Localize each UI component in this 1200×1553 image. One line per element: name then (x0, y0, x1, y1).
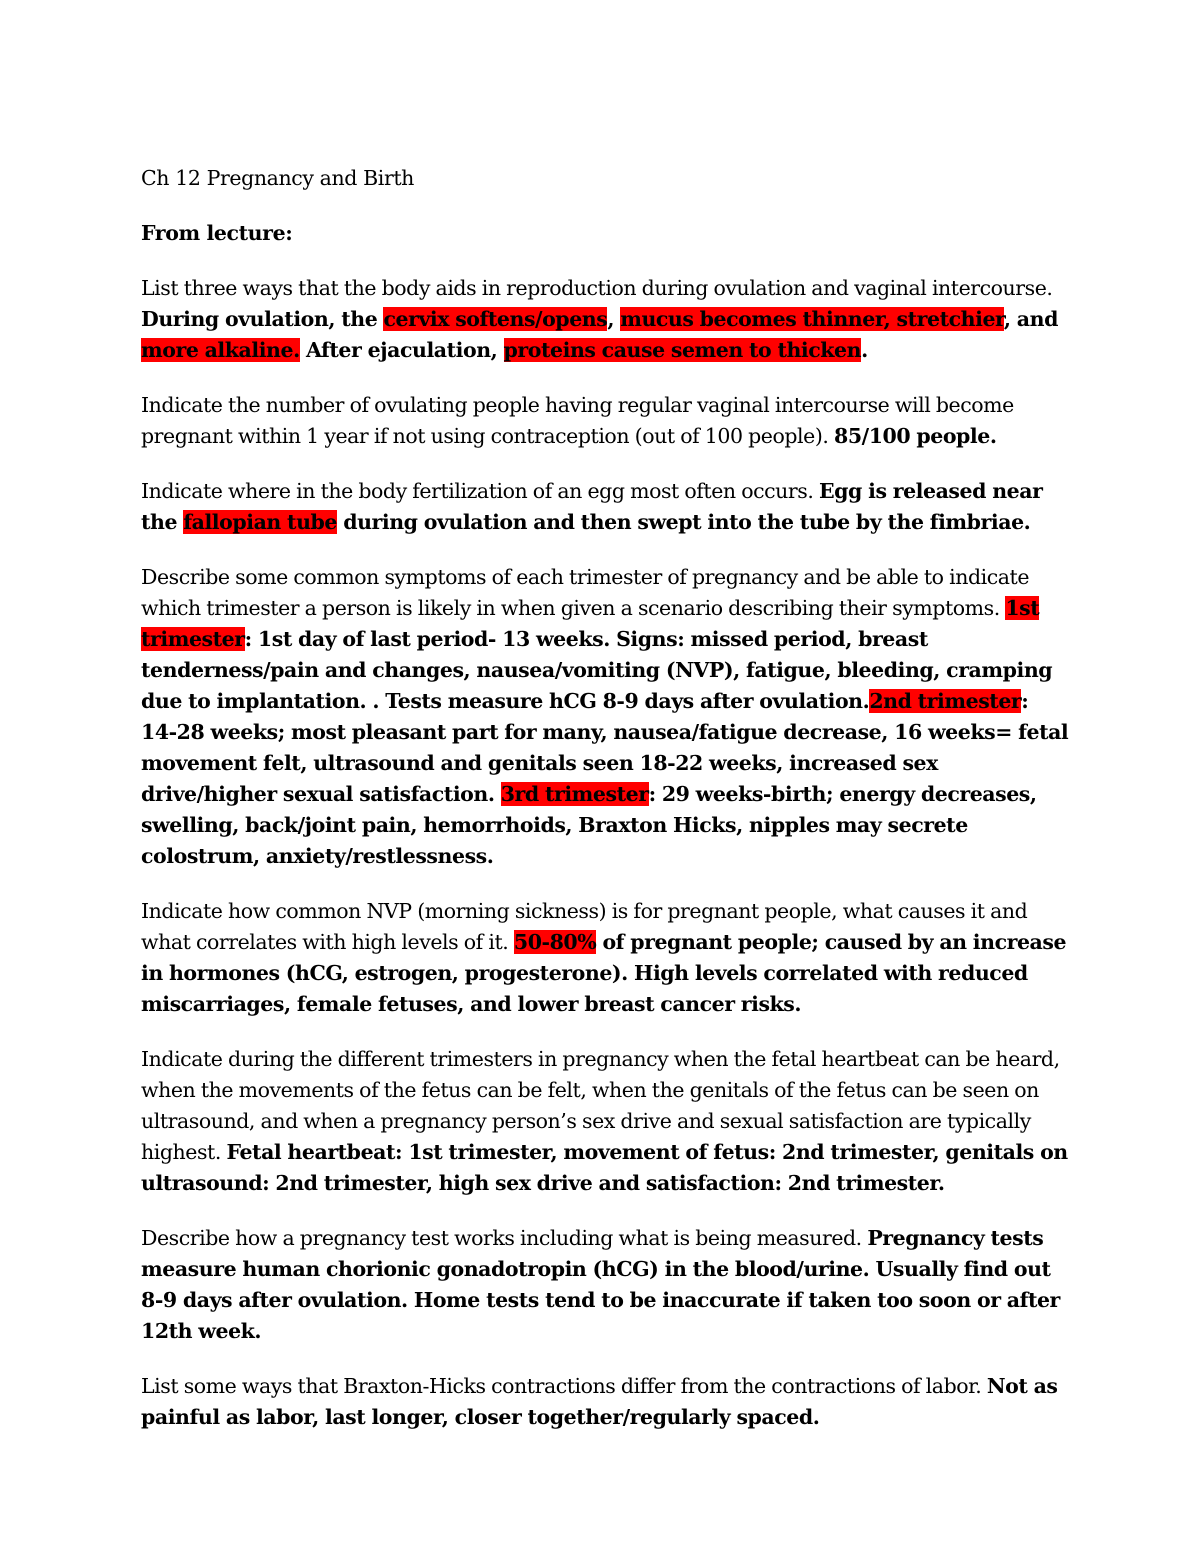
answer-text: : 1st day of last period- 13 weeks. Signs: missed period, breast tenderness/pain and changes, nausea/vomiting (NVP), fatigue, bleeding, cramping due to implantation. . Tests measure hCG 8-9 days after ovulation. (141, 627, 1053, 713)
qa-paragraph-nvp (141, 896, 1070, 1020)
qa-paragraph-reproduction-aids (141, 273, 1070, 366)
section-label: From lecture: (141, 221, 293, 245)
answer-text: of pregnant people; caused by an increase in hormones (hCG, estrogen, progesterone). High levels correlated with reduced miscarriages, female fetuses, and lower breast cancer risks. (141, 930, 1067, 1016)
answer-text: Pregnancy tests measure human chorionic gonadotropin (hCG) in the blood/urine. Usually find out 8-9 days after ovulation. Home tests tend to be inaccurate if taken too soon or after 12th week. (141, 1226, 1060, 1343)
question-text: Describe how a pregnancy test works including what is being measured. (141, 1226, 862, 1250)
highlighted-answer: 2nd trimester (869, 689, 1022, 713)
highlighted-answer: 3rd trimester (500, 782, 649, 806)
highlighted-answer: mucus becomes thinner, stretchier (620, 307, 1004, 331)
qa-paragraph-trimester-symptoms (141, 562, 1070, 872)
question-text: Indicate during the different trimesters in pregnancy when the fetal heartbeat can be heard, when the movements of the fetus can be felt, when the genitals of the fetus can be seen on ultrasound, and when a pregnancy person’s sex drive and sexual satisfaction are typically highest. (141, 1047, 1060, 1164)
qa-paragraph-braxton-hicks (141, 1371, 1070, 1433)
question-text: Indicate how common NVP (morning sickness) is for pregnant people, what causes it and what correlates with high levels of it. (141, 899, 1028, 954)
question-text: Indicate where in the body fertilization of an egg most often occurs. (141, 479, 814, 503)
question-text: Describe some common symptoms of each trimester of pregnancy and be able to indicate which trimester a person is likely in when given a scenario describing their symptoms. (141, 565, 1030, 620)
qa-paragraph-fertilization-site (141, 476, 1070, 538)
highlighted-answer: cervix softens/opens (383, 307, 608, 331)
answer-text: Fetal heartbeat: 1st trimester, movement of fetus: 2nd trimester, genitals on ultrasound: 2nd trimester, high sex drive and satisfaction: 2nd trimester. (141, 1140, 1068, 1195)
answer-text: Egg is released near the (141, 479, 1043, 534)
qa-paragraph-pregnancy-rate (141, 390, 1070, 452)
answer-text: , (607, 307, 621, 331)
answer-text: : 29 weeks-birth; energy decreases, swelling, back/joint pain, hemorrhoids, Braxton Hicks, nipples may secrete colostrum, anxiety/restlessness. (141, 782, 1037, 868)
answer-text: 85/100 people. (834, 424, 997, 448)
highlighted-answer: proteins cause semen to thicken (503, 338, 862, 362)
answer-text: During ovulation, the (141, 307, 384, 331)
answer-text: during ovulation and then swept into the tube by the fimbriae. (337, 510, 1031, 534)
answer-text: . (861, 338, 868, 362)
qa-paragraph-pregnancy-test (141, 1223, 1070, 1347)
qa-paragraph-trimester-milestones (141, 1044, 1070, 1199)
highlighted-answer: 1st trimester (141, 596, 1040, 651)
highlighted-answer: fallopian tube (183, 510, 338, 534)
highlighted-answer: 50-80% (513, 930, 597, 954)
question-text: Indicate the number of ovulating people having regular vaginal intercourse will become pregnant within 1 year if not using contraception (out of 100 people). (141, 393, 1014, 448)
answer-text: After ejaculation, (299, 338, 504, 362)
answer-text: , and (1003, 307, 1058, 331)
question-text: List some ways that Braxton-Hicks contractions differ from the contractions of labor. (141, 1374, 982, 1398)
highlighted-answer: more alkaline. (141, 338, 300, 362)
question-text: List three ways that the body aids in reproduction during ovulation and vaginal intercourse. (141, 276, 1053, 300)
answer-text: Not as painful as labor, last longer, closer together/regularly spaced. (141, 1374, 1058, 1429)
answer-text: : 14-28 weeks; most pleasant part for many, nausea/fatigue decrease, 16 weeks= fetal movement felt, ultrasound and genitals seen 18-22 weeks, increased sex drive/higher sexual satisfaction. (141, 689, 1069, 806)
document-title: Ch 12 Pregnancy and Birth (141, 166, 414, 190)
